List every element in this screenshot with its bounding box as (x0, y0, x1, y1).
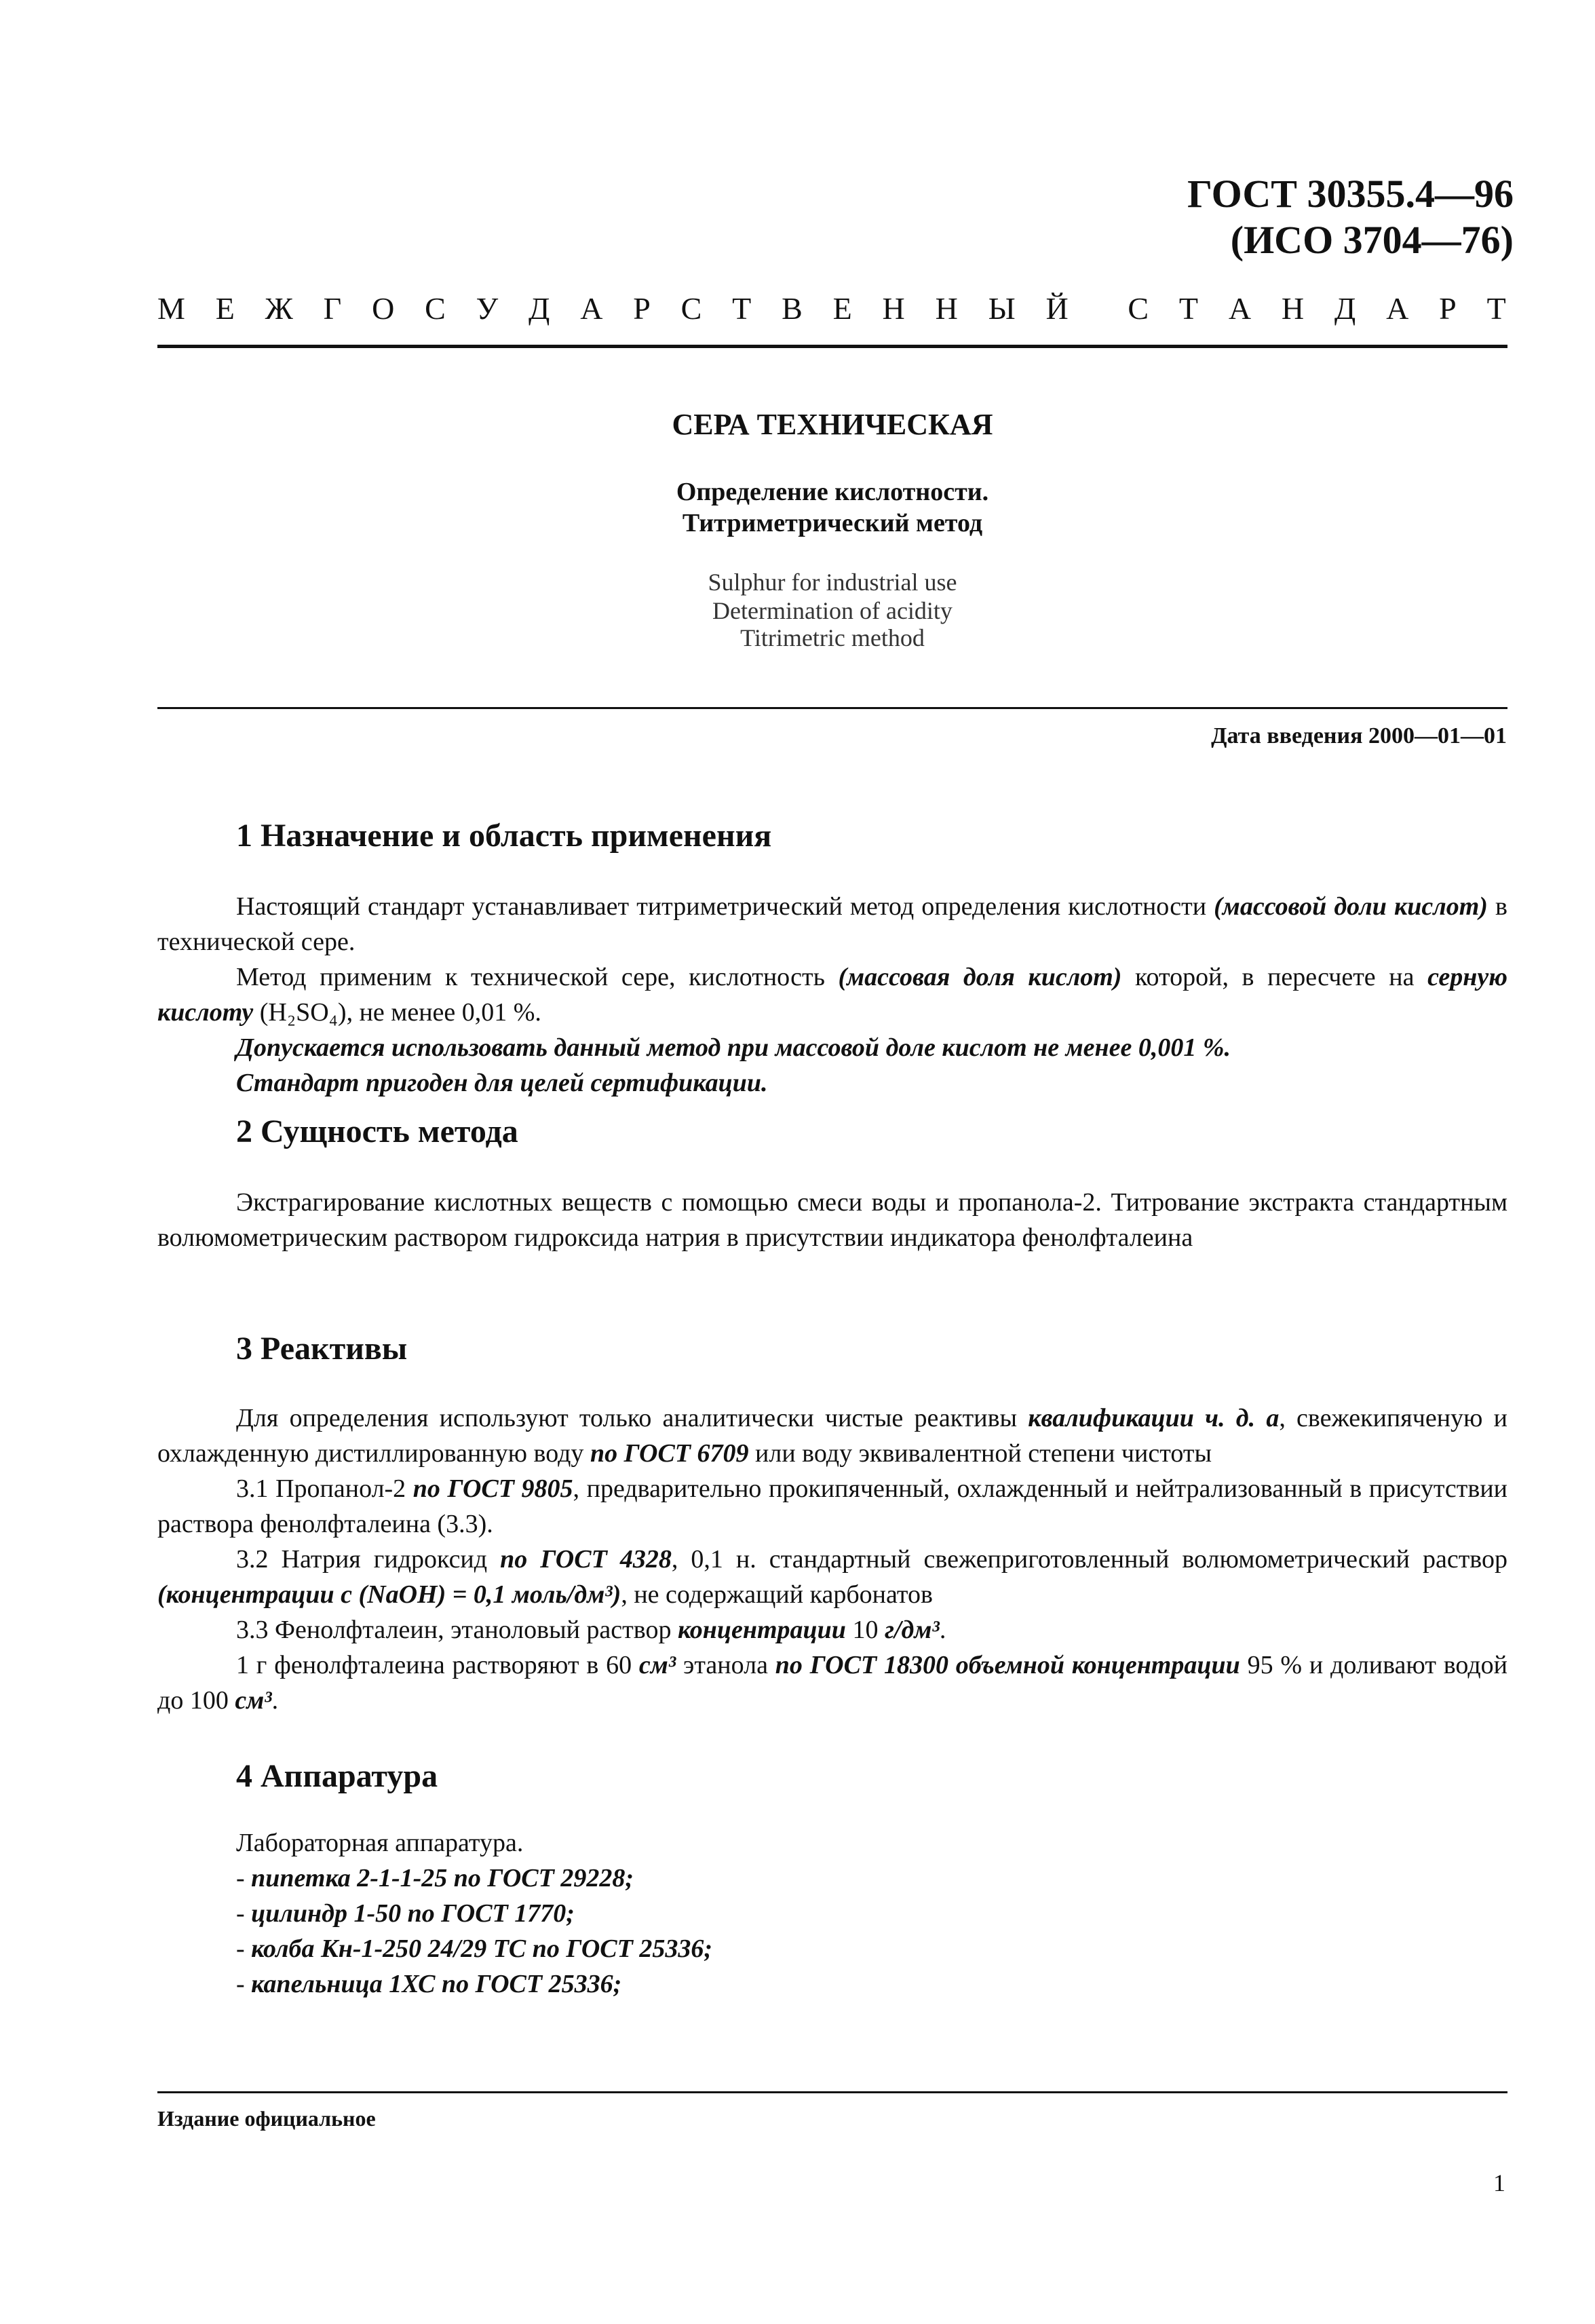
list-item: - пипетка 2-1-1-25 по ГОСТ 29228; (236, 1864, 634, 1892)
section-2-body (157, 1185, 1507, 1255)
section-1-heading: 1 Назначение и область применения (236, 818, 772, 854)
page-number: 1 (1493, 2169, 1505, 2196)
footer-rule (157, 2091, 1507, 2093)
date-rule (157, 707, 1507, 709)
iso-number: (ИСО 3704—76) (1230, 218, 1514, 262)
title-english-3: Titrimetric method (740, 624, 925, 651)
s1-paragraph-4: Стандарт пригоден для целей сертификации. (236, 1069, 768, 1097)
banner-rule (157, 345, 1507, 348)
title-english-2: Determination of acidity (712, 597, 953, 624)
section-3-heading: 3 Реактивы (236, 1331, 408, 1367)
s3-paragraph-5: 1 г фенолфталеина растворяют в 60 см³ этанола по ГОСТ 18300 объемной концентрации 95 % и доливают водой до 100 см³. (157, 1651, 1507, 1715)
s1-paragraph-1: Настоящий стандарт устанавливает титриметрический метод определения кислотности (массовой доли кислот) в технической сере. (157, 892, 1507, 956)
s1-paragraph-3: Допускается использовать данный метод при массовой доле кислот не менее 0,001 %. (236, 1033, 1231, 1062)
s1-paragraph-2: Метод применим к технической сере, кислотность (массовая доля кислот) которой, в пересчете на серную кислоту (H₂SO₄), не менее 0,01 %. (157, 963, 1507, 1027)
interstate-standard-banner: М Е Ж Г О С У Д А Р С Т В Е Н Н Ы Й С Т А Н Д А Р Т (157, 291, 1507, 326)
title-subtitle-2: Титриметрический метод (682, 509, 983, 537)
s3-paragraph-3-2: 3.2 Натрия гидроксид по ГОСТ 4328, 0,1 н. стандартный свежеприготовленный волюмометрический раствор (концентрации с (NaOH) = 0,1 моль/дм³), не содержащий карбонатов (157, 1545, 1507, 1609)
official-edition-label: Издание официальное (157, 2106, 376, 2131)
s3-paragraph-3-1: 3.1 Пропанол-2 по ГОСТ 9805, предварительно прокипяченный, охлажденный и нейтрализованный в присутствии раствора фенолфталеина (3.3). (157, 1474, 1507, 1538)
section-3-body (157, 1401, 1507, 1718)
apparatus-list (236, 1825, 712, 2002)
apparatus-intro: Лабораторная аппаратура. (236, 1829, 524, 1857)
list-item: - колба Кн-1-250 24/29 ТС по ГОСТ 25336; (236, 1935, 713, 1963)
title-english-1: Sulphur for industrial use (708, 569, 957, 596)
list-item: - цилиндр 1-50 по ГОСТ 1770; (236, 1899, 575, 1928)
title-subtitle-1: Определение кислотности. (676, 478, 989, 506)
section-2-heading: 2 Сущность метода (236, 1113, 518, 1149)
s2-paragraph-1: Экстрагирование кислотных веществ с помощью смеси воды и пропанола-2. Титрование экстракта стандартным волюмометрическим раствором гидроксида натрия в присутствии индикатора фенолфталеина (157, 1188, 1507, 1252)
s3-paragraph-3-3: 3.3 Фенолфталеин, этаноловый раствор концентрации 10 г/дм³. (236, 1616, 946, 1644)
document-title: СЕРА ТЕХНИЧЕСКАЯ (672, 408, 993, 441)
list-item: - капельница 1ХС по ГОСТ 25336; (236, 1970, 622, 1998)
section-1-body (157, 889, 1507, 1101)
gost-number: ГОСТ 30355.4—96 (1187, 172, 1514, 216)
introduction-date: Дата введения 2000—01—01 (1211, 723, 1507, 748)
s3-paragraph-1: Для определения используют только аналитически чистые реактивы квалификации ч. д. а, свежекипяченую и охлажденную дистиллированную воду по ГОСТ 6709 или воду эквивалентной степени чистоты (157, 1404, 1507, 1468)
section-4-heading: 4 Аппаратура (236, 1758, 438, 1794)
